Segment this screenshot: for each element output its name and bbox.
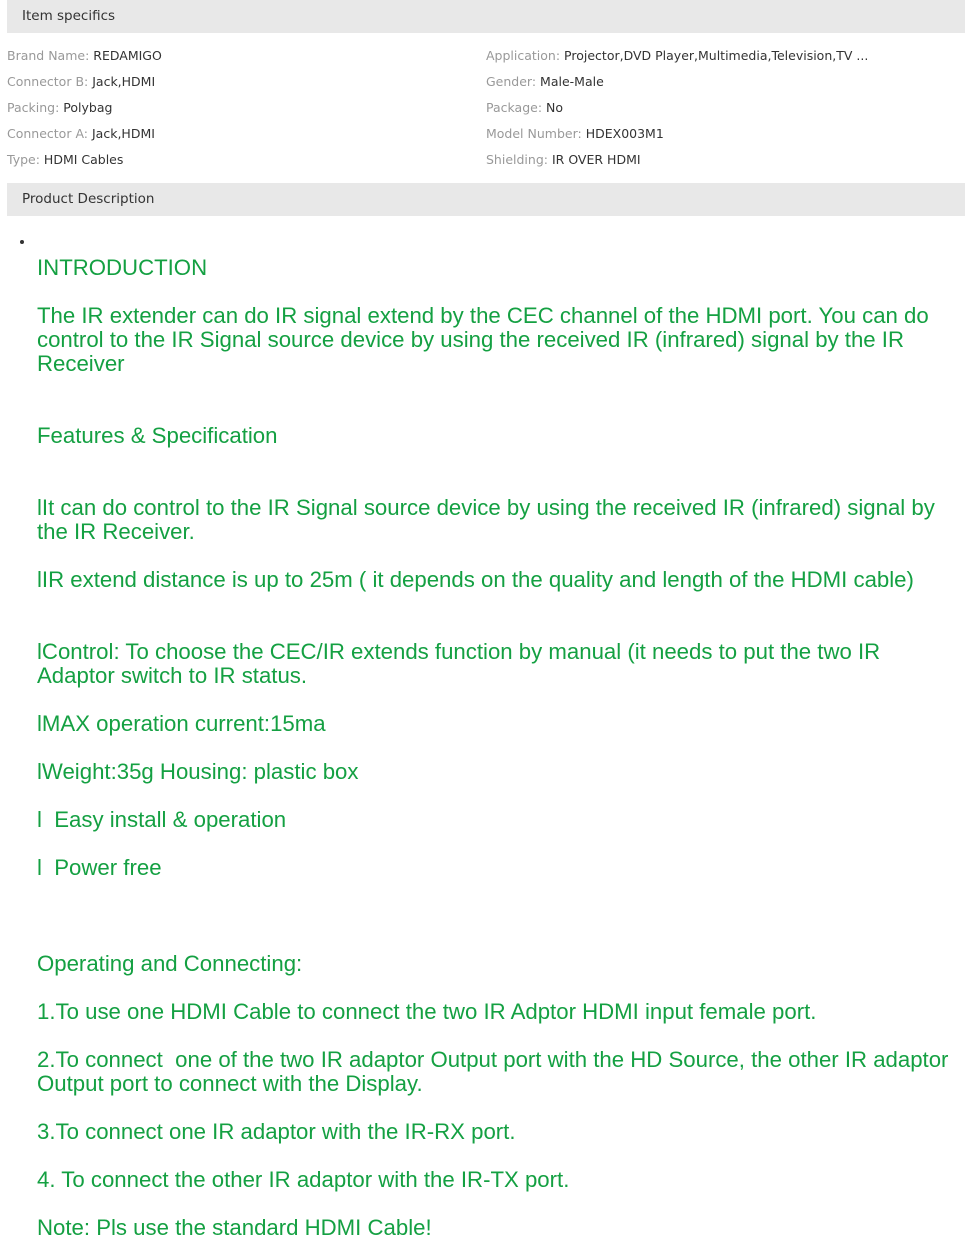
feature-item: lControl: To choose the CEC/IR extends function by manual (it needs to put the two IR Adaptor switch to IR status.: [37, 639, 881, 688]
spec-value: IR OVER HDMI: [551, 152, 641, 167]
spec-value: Jack,HDMI: [92, 74, 156, 89]
product-description-header: Product Description: [7, 183, 965, 216]
spec-application: [486, 43, 868, 69]
intro-heading: INTRODUCTION: [37, 255, 208, 280]
item-specifics-header: Item specifics: [7, 0, 965, 33]
spec-value: No: [546, 100, 564, 115]
spec-connector-a: [7, 121, 155, 147]
feature-item: l Power free: [37, 855, 162, 880]
spec-key: Type:: [7, 152, 40, 167]
spec-value: HDEX003M1: [585, 126, 664, 141]
spec-key: Connector B:: [7, 74, 89, 89]
intro-text: The IR extender can do IR signal extend by the CEC channel of the HDMI port. You can do control to the IR Signal source device by using the received IR (infrared) signal by the IR Receiver: [37, 303, 929, 376]
feature-item: lIt can do control to the IR Signal source device by using the received IR (infrared) signal by the IR Receiver.: [37, 495, 935, 544]
spec-connector-b: [7, 69, 155, 95]
spec-value: Male-Male: [540, 74, 604, 89]
step-item: 3.To connect one IR adaptor with the IR-RX port.: [37, 1119, 516, 1144]
feature-item: lMAX operation current:15ma: [37, 711, 326, 736]
feature-item: lWeight:35g Housing: plastic box: [37, 759, 359, 784]
feature-item: lIR extend distance is up to 25m ( it depends on the quality and length of the HDMI cable): [37, 567, 914, 592]
features-heading: Features & Specification: [37, 423, 278, 448]
step-item: 2.To connect one of the two IR adaptor Output port with the HD Source, the other IR adaptor Output port to connect with the Display.: [37, 1047, 955, 1096]
spec-key: Packing:: [7, 100, 60, 115]
spec-key: Shielding:: [486, 152, 548, 167]
spec-key: Connector A:: [7, 126, 88, 141]
list-bullet: [20, 240, 24, 244]
spec-key: Package:: [486, 100, 543, 115]
spec-key: Model Number:: [486, 126, 582, 141]
note-text: Note: Pls use the standard HDMI Cable!: [37, 1215, 432, 1240]
spec-shielding: [486, 147, 641, 173]
spec-gender: [486, 69, 604, 95]
spec-key: Application:: [486, 48, 561, 63]
spec-value: Jack,HDMI: [91, 126, 155, 141]
spec-value: Polybag: [63, 100, 113, 115]
operating-heading: Operating and Connecting:: [37, 951, 303, 976]
step-item: 4. To connect the other IR adaptor with the IR-TX port.: [37, 1167, 570, 1192]
spec-brand-name: [7, 43, 162, 69]
spec-value: Projector,DVD Player,Multimedia,Television,TV ...: [564, 48, 869, 63]
feature-item: l Easy install & operation: [37, 807, 287, 832]
spec-packing: [7, 95, 112, 121]
spec-model-number: [486, 121, 664, 147]
step-item: 1.To use one HDMI Cable to connect the two IR Adptor HDMI input female port.: [37, 999, 817, 1024]
spec-type: [7, 147, 123, 173]
spec-value: HDMI Cables: [43, 152, 124, 167]
spec-package: [486, 95, 563, 121]
spec-key: Gender:: [486, 74, 537, 89]
spec-value: REDAMIGO: [93, 48, 162, 63]
spec-key: Brand Name:: [7, 48, 90, 63]
